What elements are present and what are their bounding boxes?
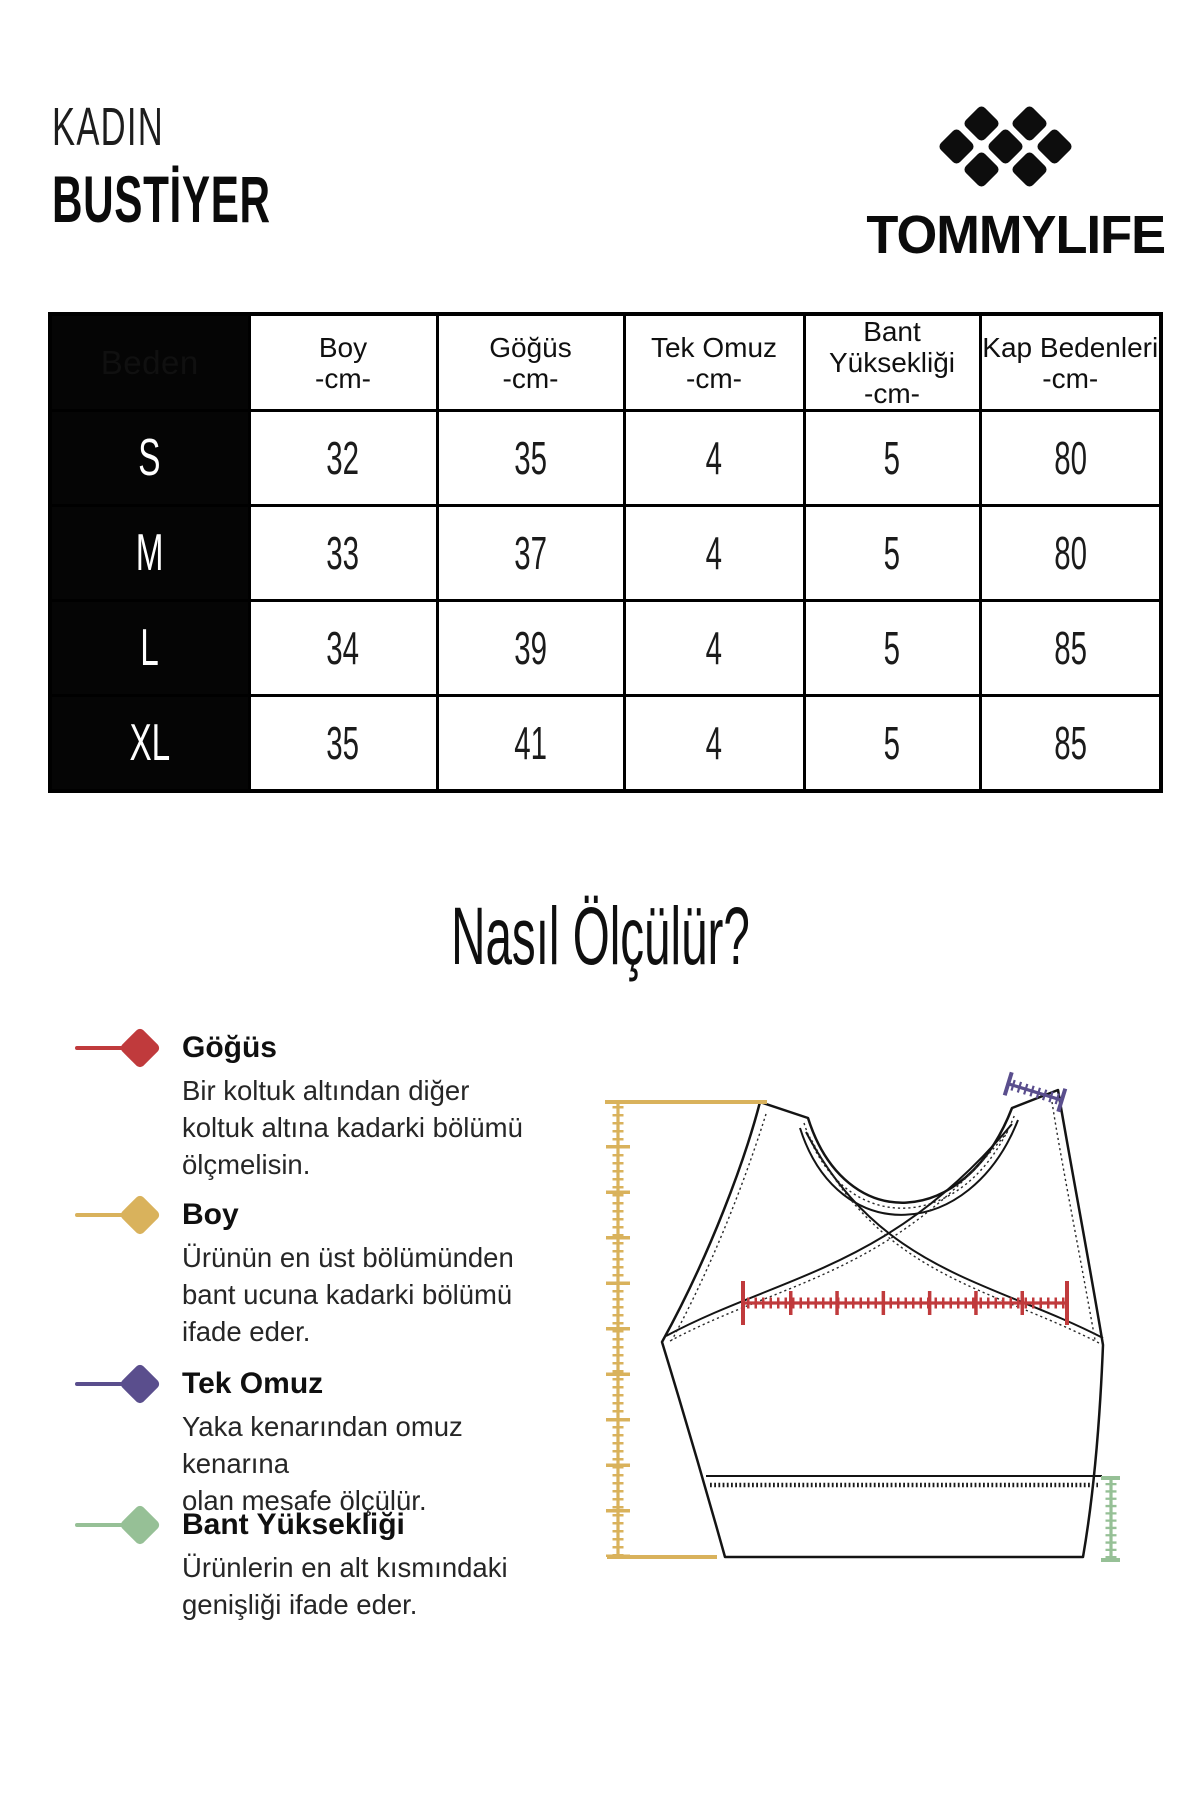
value-cell: 80 [980,506,1161,601]
value-cell: 5 [804,506,980,601]
logo-diamond [937,127,975,165]
column-header-beden: Beden [50,314,249,411]
legend-title: Göğüs [182,1031,277,1064]
value-cell: 33 [249,506,437,601]
value-cell: 80 [980,411,1161,506]
category-label: KADIN [52,97,165,157]
diamond-icon [119,1194,161,1236]
product-name: BUSTİYER [52,162,271,236]
value-cell: 34 [249,601,437,696]
logo-diamond [1010,150,1048,188]
table-row [50,506,1161,601]
logo-diamonds-icon [862,92,1154,194]
bustier-measurement-diagram [560,1040,1120,1600]
logo-diamond [962,150,1000,188]
logo-diamond [1035,127,1073,165]
column-header-boy: Boy -cm- [249,314,437,411]
value-cell: 4 [624,696,804,791]
value-cell: 5 [804,601,980,696]
value-cell: 37 [437,506,624,601]
size-cell: S [50,411,249,506]
size-cell: XL [50,696,249,791]
column-header-gogus: Göğüs -cm- [437,314,624,411]
value-cell: 35 [249,696,437,791]
value-cell: 85 [980,696,1161,791]
legend-tek-omuz [40,1358,560,1519]
table-header-row [50,314,1161,411]
table-row [50,696,1161,791]
column-header-tek-omuz: Tek Omuz -cm- [624,314,804,411]
table-row [50,411,1161,506]
size-cell: M [50,506,249,601]
legend-title: Bant Yüksekliği [182,1508,405,1541]
legend-description: Bir koltuk altından diğer koltuk altına kadarki bölümü ölçmelisin. [182,1075,523,1180]
value-cell: 4 [624,601,804,696]
column-header-kap-bedenleri: Kap Bedenleri -cm- [980,314,1161,411]
legend-description: Ürünün en üst bölümünden bant ucuna kadarki bölümü ifade eder. [182,1242,514,1347]
bant-yuksekligi-measure-ruler [1101,1478,1120,1560]
diamond-icon [119,1027,161,1069]
column-header-bant-yuksekligi: Bant Yüksekliği -cm- [804,314,980,411]
value-cell: 4 [624,506,804,601]
brand-name: TOMMYLIFE [866,205,1166,265]
size-cell: L [50,601,249,696]
legend-bant-yuksekligi [40,1499,560,1623]
value-cell: 85 [980,601,1161,696]
legend-description: Yaka kenarından omuz kenarına olan mesafe ölçülür. [182,1411,463,1516]
value-cell: 41 [437,696,624,791]
product-title-block [52,97,394,236]
how-to-measure-title: Nasıl Ölçülür? [450,891,750,982]
value-cell: 35 [437,411,624,506]
size-table [48,312,1163,793]
legend-description: Ürünlerin en alt kısmındaki genişliği ifade eder. [182,1552,508,1620]
diamond-icon [119,1363,161,1405]
value-cell: 32 [249,411,437,506]
legend-gogus [40,1022,560,1183]
table-row [50,601,1161,696]
brand-logo [862,92,1166,266]
value-cell: 39 [437,601,624,696]
logo-diamond [1010,104,1048,142]
legend-title: Boy [182,1198,239,1231]
value-cell: 4 [624,411,804,506]
legend-title: Tek Omuz [182,1367,324,1400]
value-cell: 5 [804,696,980,791]
value-cell: 5 [804,411,980,506]
diamond-icon [119,1504,161,1546]
legend-boy [40,1189,560,1350]
